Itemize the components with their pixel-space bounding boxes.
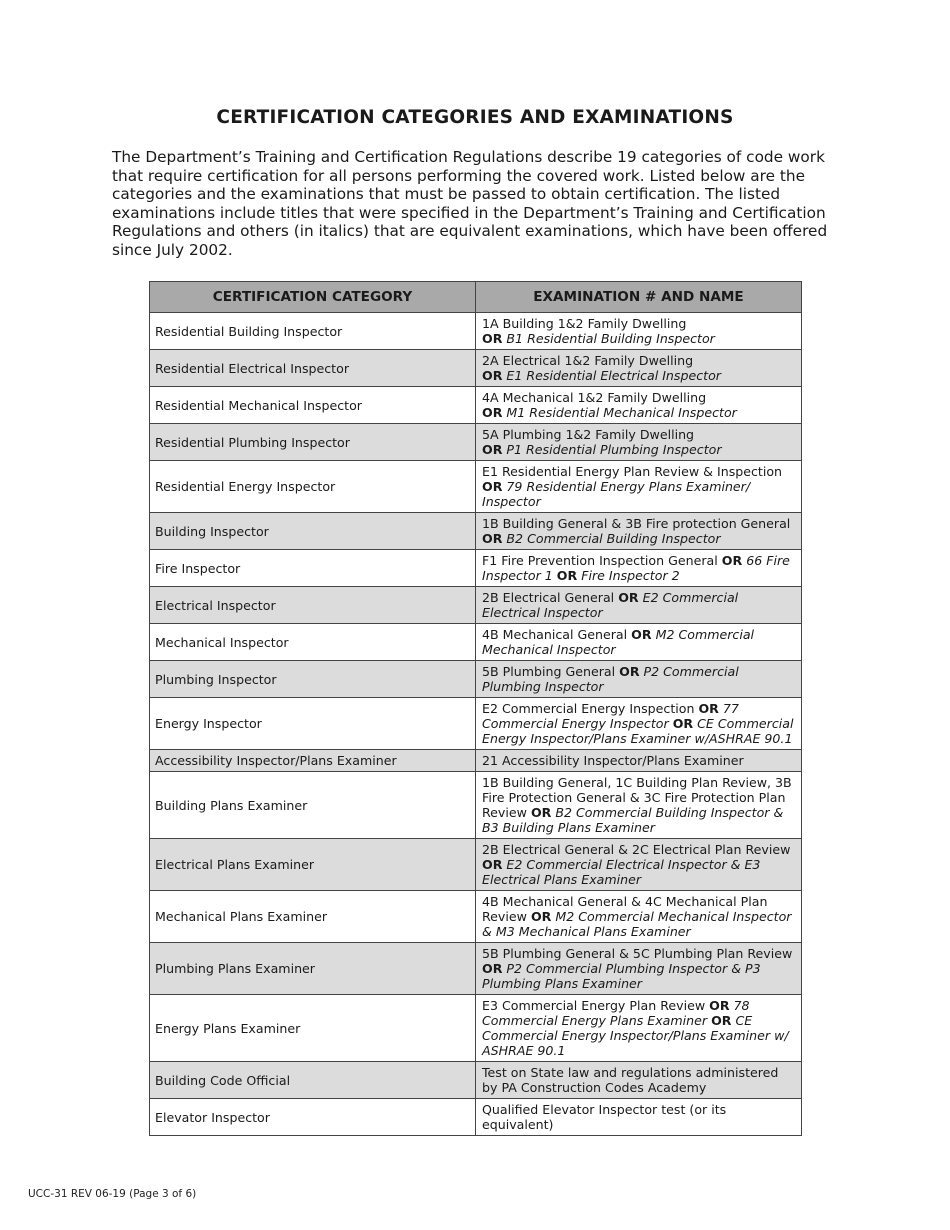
equivalent-exam-text: P2 Commercial Plumbing Inspector [482, 664, 739, 694]
exam-text: 1B Building General, 1C Building Plan Review, 3B Fire Protection General & 3C Fire Protection Plan Review [482, 775, 792, 820]
equivalent-exam-text: 66 Fire Inspector 1 [482, 553, 790, 583]
or-keyword: OR [672, 716, 694, 731]
equivalent-exam-text: P1 Residential Plumbing Inspector [506, 442, 722, 457]
category-cell: Energy Inspector [150, 698, 476, 750]
table-row [150, 750, 802, 772]
exam-text: 5B Plumbing General & 5C Plumbing Plan Review [482, 946, 793, 961]
table-header-row [150, 282, 802, 313]
or-keyword: OR [482, 442, 503, 457]
or-keyword: OR [618, 590, 639, 605]
category-cell: Plumbing Inspector [150, 661, 476, 698]
or-keyword: OR [721, 553, 743, 568]
table-row [150, 350, 802, 387]
category-cell: Building Inspector [150, 513, 476, 550]
table-row [150, 461, 802, 513]
table-row [150, 313, 802, 350]
or-keyword: OR [482, 857, 503, 872]
or-keyword: OR [482, 961, 503, 976]
exam-cell [476, 313, 802, 350]
exam-text: 2A Electrical 1&2 Family Dwelling [482, 353, 694, 368]
exam-text: E2 Commercial Energy Inspection [482, 701, 699, 716]
exam-cell [476, 587, 802, 624]
equivalent-exam-text: E2 Commercial Electrical Inspector & E3 Electrical Plans Examiner [482, 857, 761, 887]
equivalent-exam-text: CE Commercial Energy Inspector/Plans Examiner w/ASHRAE 90.1 [482, 716, 794, 746]
exam-cell [476, 750, 802, 772]
exam-cell [476, 891, 802, 943]
exam-text: 2B Electrical General [482, 590, 619, 605]
exam-cell [476, 661, 802, 698]
table-row [150, 424, 802, 461]
table-row [150, 550, 802, 587]
category-cell: Energy Plans Examiner [150, 995, 476, 1062]
exam-text: Qualified Elevator Inspector test (or its equivalent) [482, 1102, 727, 1132]
table-row [150, 839, 802, 891]
exam-text: 4B Mechanical General & 4C Mechanical Plan Review [482, 894, 768, 924]
header-category: CERTIFICATION CATEGORY [150, 282, 476, 313]
exam-cell [476, 995, 802, 1062]
exam-cell [476, 772, 802, 839]
equivalent-exam-text: M2 Commercial Mechanical Inspector [482, 627, 755, 657]
or-keyword: OR [619, 664, 640, 679]
or-keyword: OR [482, 405, 503, 420]
category-cell: Electrical Plans Examiner [150, 839, 476, 891]
equivalent-exam-text: 77 Commercial Energy Inspector [482, 701, 739, 731]
or-keyword: OR [482, 331, 503, 346]
table-row [150, 772, 802, 839]
exam-text: F1 Fire Prevention Inspection General [482, 553, 722, 568]
or-keyword: OR [556, 568, 578, 583]
exam-cell [476, 698, 802, 750]
certification-table [149, 281, 802, 1136]
intro-text: The Department’s Training and Certification Regulations describe 19 categories of code work that require certification for all persons performing the covered work. Listed below are the categories and the examinations that must be passed to obtain certification. The listed examinations include titles that were specified in the Department’s Training and Certification Regulations and others (in italics) that are equivalent examinations, which have been offered since July 2002. [112, 148, 828, 259]
equivalent-exam-text: M1 Residential Mechanical Inspector [506, 405, 737, 420]
or-keyword: OR [482, 368, 503, 383]
exam-text: 4A Mechanical 1&2 Family Dwelling [482, 390, 707, 405]
table-row [150, 513, 802, 550]
table-row [150, 1099, 802, 1136]
table-body [150, 313, 802, 1136]
category-cell: Residential Mechanical Inspector [150, 387, 476, 424]
exam-text: 2B Electrical General & 2C Electrical Plan Review [482, 842, 791, 857]
category-cell: Mechanical Plans Examiner [150, 891, 476, 943]
exam-cell [476, 1062, 802, 1099]
exam-cell [476, 461, 802, 513]
equivalent-exam-text: E1 Residential Electrical Inspector [506, 368, 721, 383]
page-title: CERTIFICATION CATEGORIES AND EXAMINATIONS [216, 107, 734, 128]
category-cell: Fire Inspector [150, 550, 476, 587]
exam-cell [476, 387, 802, 424]
equivalent-exam-text: B2 Commercial Building Inspector [506, 531, 721, 546]
header-exam: EXAMINATION # AND NAME [476, 282, 802, 313]
category-cell: Accessibility Inspector/Plans Examiner [150, 750, 476, 772]
or-keyword: OR [482, 531, 503, 546]
table-row [150, 387, 802, 424]
exam-cell [476, 624, 802, 661]
equivalent-exam-text: CE Commercial Energy Inspector/Plans Examiner w/ ASHRAE 90.1 [482, 1013, 789, 1058]
exam-cell [476, 839, 802, 891]
exam-text: 5A Plumbing 1&2 Family Dwelling [482, 427, 695, 442]
equivalent-exam-text: 79 Residential Energy Plans Examiner/ Inspector [482, 479, 751, 509]
equivalent-exam-text: B1 Residential Building Inspector [506, 331, 715, 346]
or-keyword: OR [482, 479, 503, 494]
or-keyword: OR [530, 805, 552, 820]
table-row [150, 587, 802, 624]
category-cell: Plumbing Plans Examiner [150, 943, 476, 995]
exam-cell [476, 350, 802, 387]
table-row [150, 995, 802, 1062]
table-row [150, 624, 802, 661]
category-cell: Residential Electrical Inspector [150, 350, 476, 387]
category-cell: Residential Building Inspector [150, 313, 476, 350]
equivalent-exam-text: E2 Commercial Electrical Inspector [482, 590, 739, 620]
intro-paragraph [112, 148, 852, 260]
exam-cell [476, 1099, 802, 1136]
table-row [150, 1062, 802, 1099]
exam-text: 4B Mechanical General [482, 627, 632, 642]
or-keyword: OR [631, 627, 652, 642]
equivalent-exam-text: Fire Inspector 2 [581, 568, 680, 583]
exam-cell [476, 513, 802, 550]
or-keyword: OR [709, 998, 730, 1013]
category-cell: Residential Plumbing Inspector [150, 424, 476, 461]
exam-text: 21 Accessibility Inspector/Plans Examiner [482, 753, 744, 768]
exam-text: Test on State law and regulations administered by PA Construction Codes Academy [482, 1065, 779, 1095]
equivalent-exam-text: B2 Commercial Building Inspector & B3 Building Plans Examiner [482, 805, 784, 835]
equivalent-exam-text: 78 Commercial Energy Plans Examiner [482, 998, 750, 1028]
category-cell: Residential Energy Inspector [150, 461, 476, 513]
table-row [150, 661, 802, 698]
exam-text: 1A Building 1&2 Family Dwelling [482, 316, 687, 331]
exam-text: E1 Residential Energy Plan Review & Inspection [482, 464, 783, 479]
exam-cell [476, 424, 802, 461]
category-cell: Electrical Inspector [150, 587, 476, 624]
exam-text: 1B Building General & 3B Fire protection General [482, 516, 791, 531]
category-cell: Building Code Official [150, 1062, 476, 1099]
equivalent-exam-text: P2 Commercial Plumbing Inspector & P3 Plumbing Plans Examiner [482, 961, 761, 991]
exam-cell [476, 943, 802, 995]
exam-text: 5B Plumbing General [482, 664, 620, 679]
or-keyword: OR [711, 1013, 732, 1028]
exam-cell [476, 550, 802, 587]
exam-text: E3 Commercial Energy Plan Review [482, 998, 710, 1013]
or-keyword: OR [698, 701, 719, 716]
category-cell: Mechanical Inspector [150, 624, 476, 661]
category-cell: Elevator Inspector [150, 1099, 476, 1136]
equivalent-exam-text: M2 Commercial Mechanical Inspector & M3 Mechanical Plans Examiner [482, 909, 792, 939]
table-row [150, 943, 802, 995]
table-row [150, 698, 802, 750]
or-keyword: OR [530, 909, 552, 924]
table-row [150, 891, 802, 943]
category-cell: Building Plans Examiner [150, 772, 476, 839]
page-footer: UCC-31 REV 06-19 (Page 3 of 6) [28, 1188, 197, 1200]
